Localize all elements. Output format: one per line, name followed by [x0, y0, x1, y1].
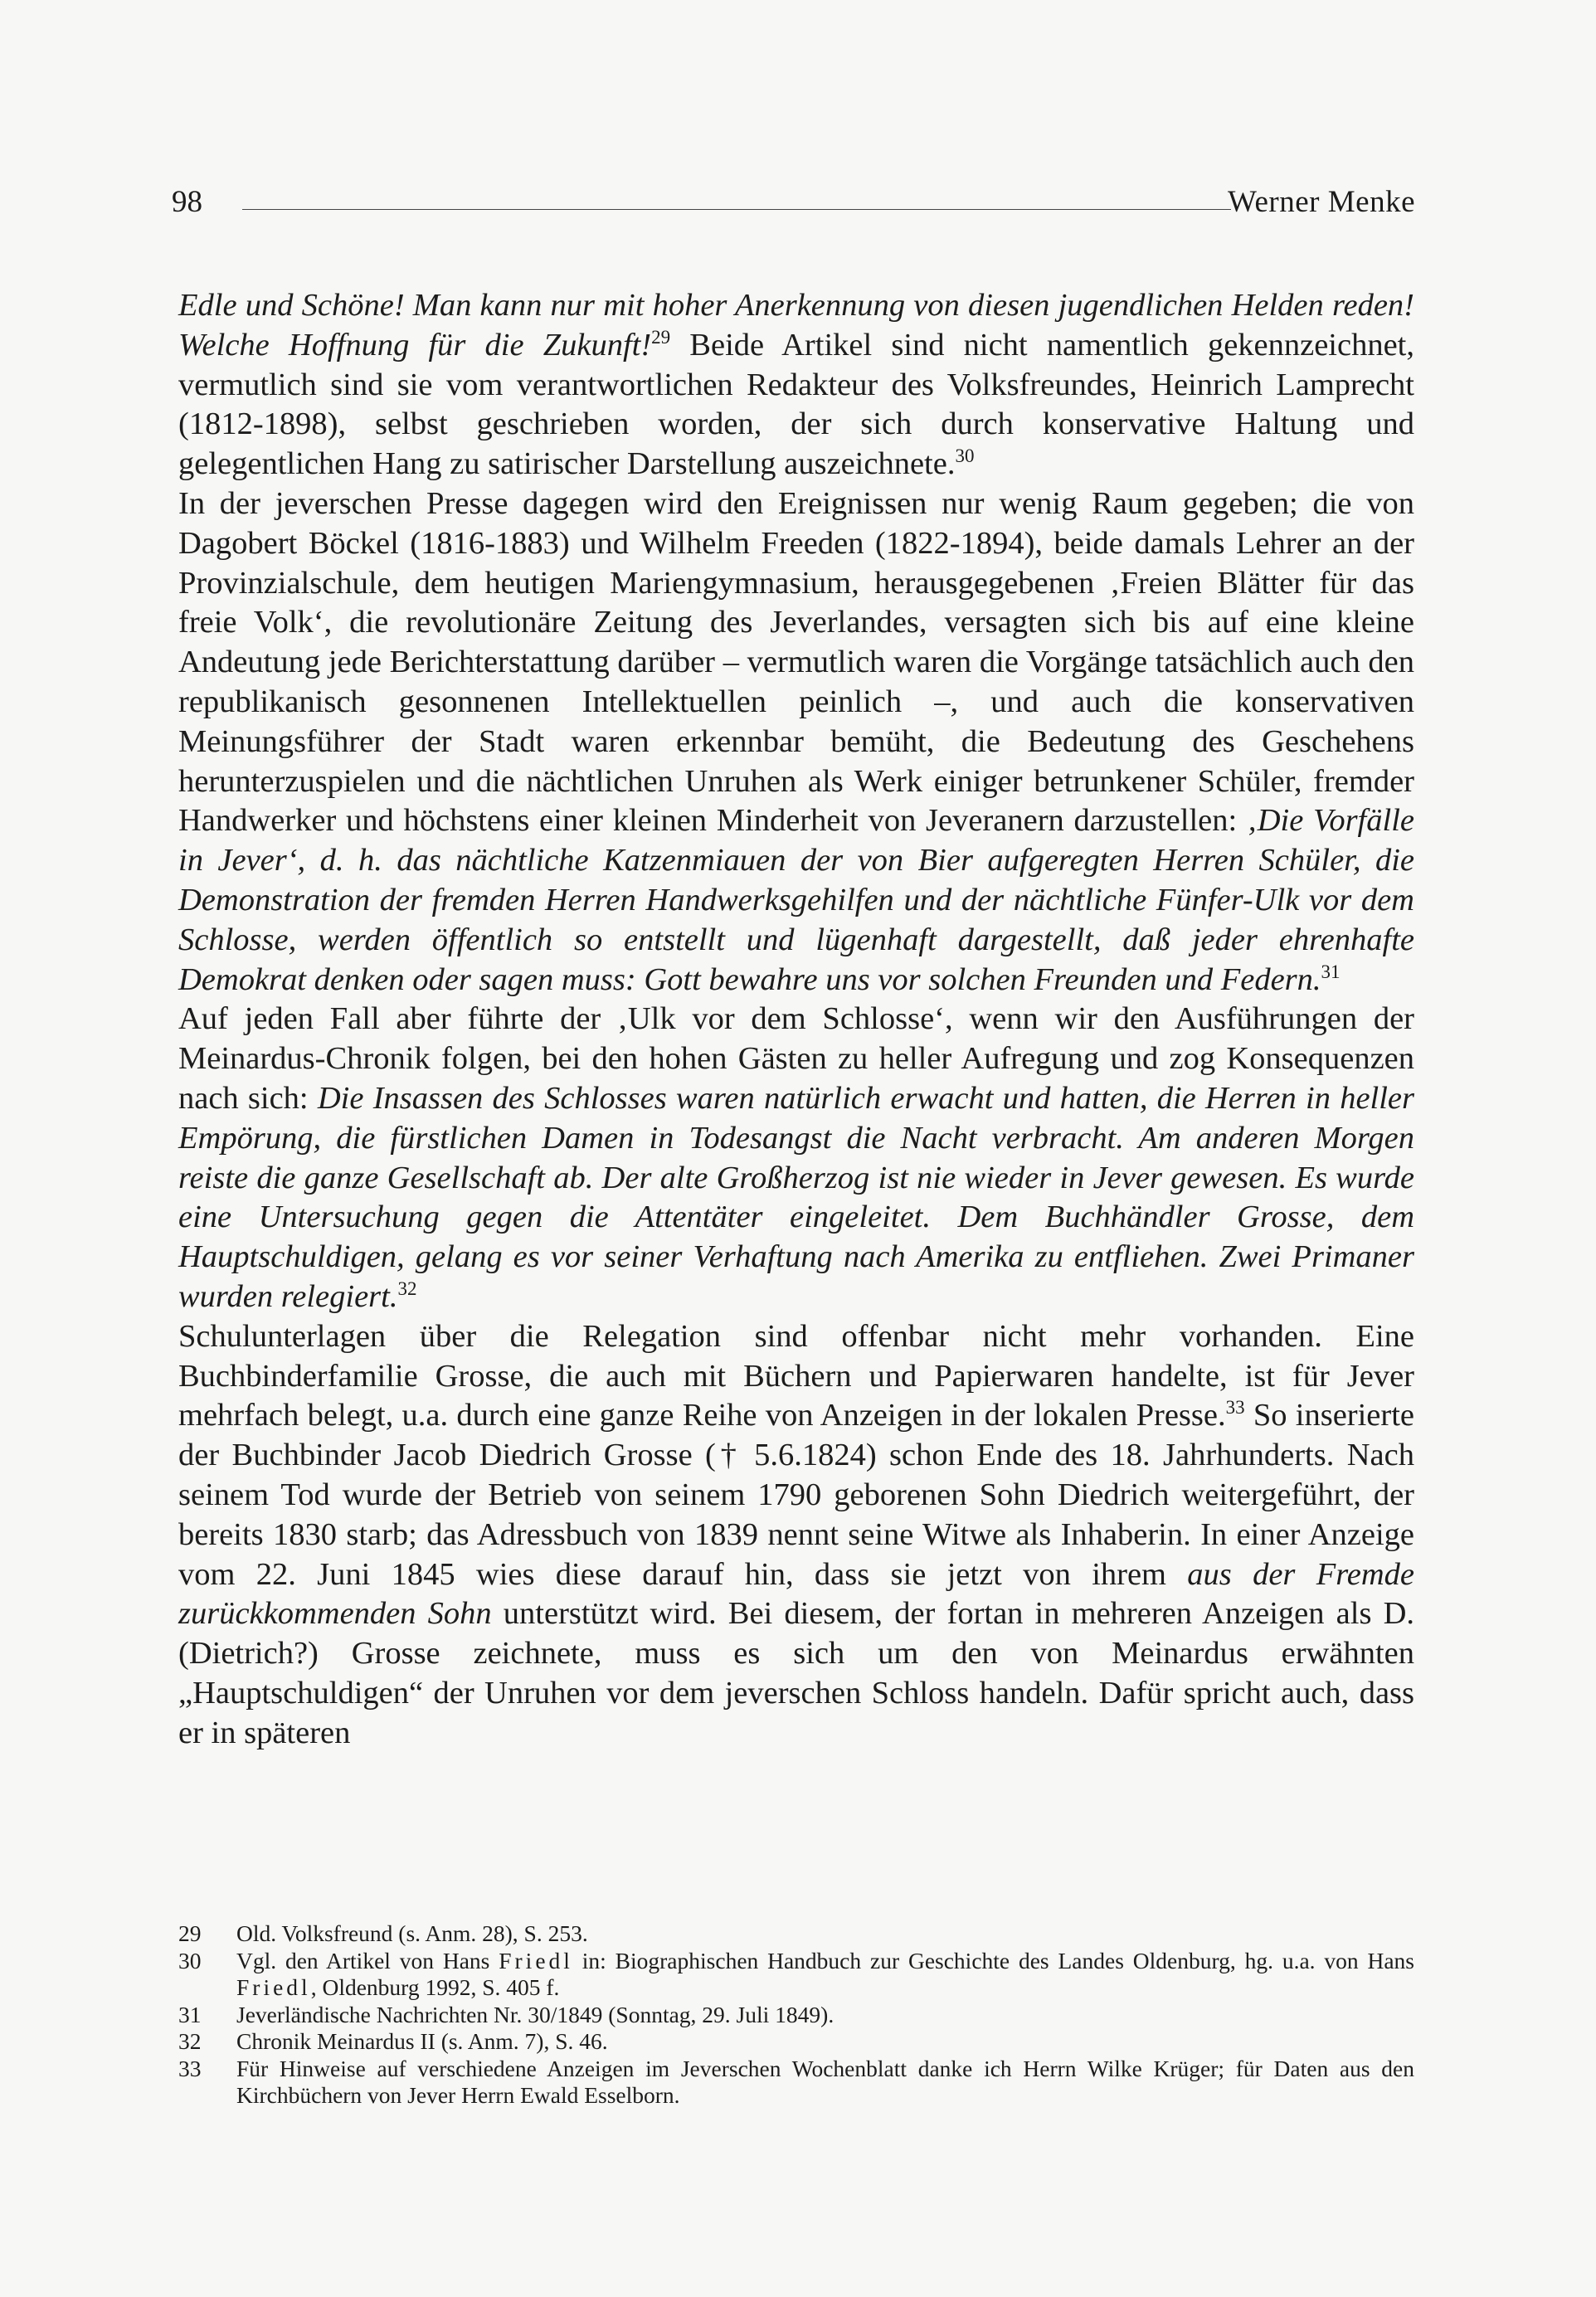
text-run: Vgl. den Artikel von Hans — [236, 1947, 499, 1973]
text-run: unterstützt wird. Bei diesem, der fortan in mehreren Anzeigen als D. (Dietrich?) Grosse zeichnete, muss es sich um den von Meinardus erwähnten „Hauptschuldigen“ der Unruhen vor dem jeverschen Schloss handeln. Dafür spricht auch, dass er in späteren — [178, 1596, 1414, 1750]
paragraph — [178, 1317, 1414, 1754]
footnote-text — [236, 2002, 1414, 2029]
footnote-reference: 33 — [1225, 1397, 1245, 1419]
text-run: Für Hinweise auf verschiedene Anzeigen im Jeverschen Wochenblatt danke ich Herrn Wilke Krüger; für Daten aus den Kirchbüchern von Jever Herrn Ewald Esselborn. — [236, 2055, 1414, 2108]
spaced-name: Friedl — [499, 1947, 573, 1973]
text-run: in: Biographischen Handbuch zur Geschichte des Landes Oldenburg, hg. u.a. von Hans — [572, 1947, 1414, 1973]
text-run: Chronik Meinardus II (s. Anm. 7), S. 46. — [236, 2028, 608, 2054]
header-rule — [242, 209, 1231, 210]
footnote — [178, 2002, 1414, 2029]
page-header — [172, 184, 1415, 234]
footnote-text — [236, 2028, 1414, 2056]
body-text — [178, 286, 1414, 1753]
footnote-number: 32 — [178, 2028, 202, 2054]
footnote — [178, 2028, 1414, 2056]
text-run: In der jeverschen Presse dagegen wird den Ereignissen nur wenig Raum gegeben; die von Dagobert Böckel (1816-1883) und Wilhelm Freeden (1822-1894), beide damals Lehrer an der Provinzialschule, dem heutigen Mariengymnasium, herausgegebenen ‚Freien Blätter für das freie Volk‘, die revolutionäre Zeitung des Jeverlandes, versagten sich bis auf eine kleine Andeutung jede Berichterstattung darüber – vermutlich waren die Vorgänge tatsächlich auch den republikanisch gesonnenen Intellektuellen peinlich –, und auch die konservativen Meinungsführer der Stadt waren erkennbar bemüht, die Bedeutung des Geschehens herunterzuspielen und die nächtlichen Unruhen als Werk einiger betrunkener Schüler, fremder Handwerker und höchstens einer kleinen Minderheit von Jeveranern darzustellen: — [178, 485, 1414, 839]
footnote-number: 30 — [178, 1947, 202, 1973]
footnote — [178, 1948, 1414, 2002]
text-run: So inserierte der Buchbinder Jacob Diedrich Grosse († 5.6.1824) schon Ende des 18. Jahrhunderts. Nach seinem Tod wurde der Betrieb von seinem 1790 geborenen Sohn Diedrich weitergeführt, der bereits 1830 starb; das Adressbuch von 1839 nennt seine Witwe als Inhaberin. In einer Anzeige vom 22. Juni 1845 wies diese darauf hin, dass sie jetzt von ihrem — [178, 1398, 1414, 1592]
text-run: , Oldenburg 1992, S. 405 f. — [310, 1974, 560, 2000]
italic-quote: ‚Die Vorfälle in Jever‘, d. h. das nächtliche Katzenmiauen der von Bier aufgeregten Herren Schüler, die Demonstration der fremden Herren Handwerksgehilfen und der nächtliche Fünfer-Ulk vor dem Schlosse, werden öffentlich so entstellt und lügenhaft dargestellt, daß jeder ehrenhafte Demokrat denken oder sagen muss: Gott bewahre uns vor solchen Freunden und Federn. — [178, 803, 1414, 997]
footnote-number: 29 — [178, 1920, 202, 1946]
italic-quote: Die Insassen des Schlosses waren natürlich erwacht und hatten, die Herren in heller Empörung, die fürstlichen Damen in Todesangst die Nacht verbracht. Am anderen Morgen reiste die ganze Gesellschaft ab. Der alte Großherzog ist nie wieder in Jever gewesen. Es wurde eine Untersuchung gegen die Attentäter eingeleitet. Dem Buchhändler Grosse, dem Hauptschuldigen, gelang es vor seiner Verhaftung nach Amerika zu entfliehen. Zwei Primaner wurden relegiert. — [178, 1080, 1414, 1314]
page-number: 98 — [172, 185, 202, 219]
text-run: Auf jeden Fall aber führte der ‚Ulk vor dem Schlosse‘, wenn wir den Ausführungen der Meinardus-Chronik folgen, bei den hohen Gästen zu heller Aufregung und zog Konsequenzen nach sich: — [178, 1001, 1414, 1116]
footnote-number: 33 — [178, 2055, 202, 2081]
text-run: Jeverländische Nachrichten Nr. 30/1849 (Sonntag, 29. Juli 1849). — [236, 2001, 834, 2027]
italic-quote: aus der Fremde zurückkommenden Sohn — [178, 1556, 1414, 1632]
footnote-reference: 29 — [651, 326, 671, 348]
footnote-reference: 31 — [1321, 961, 1341, 982]
paragraph — [178, 286, 1414, 484]
italic-quote: Edle und Schöne! Man kann nur mit hoher Anerkennung von diesen jugendlichen Helden reden! Welche Hoffnung für die Zukunft! — [178, 288, 1414, 363]
paragraph — [178, 1000, 1414, 1316]
footnote-number: 31 — [178, 2001, 202, 2027]
spaced-name: Friedl — [236, 1974, 311, 2000]
footnotes — [178, 1920, 1414, 2110]
text-run: Beide Artikel sind nicht namentlich gekennzeichnet, vermutlich sind sie vom verantwortlichen Redakteur des Volksfreundes, Heinrich Lamprecht (1812-1898), selbst geschrieben worden, der sich durch konservative Haltung und gelegentlichen Hang zu satirischer Darstellung auszeichnete. — [178, 327, 1414, 482]
paragraph — [178, 484, 1414, 1000]
footnote-reference: 30 — [955, 445, 975, 467]
footnote-text — [236, 2056, 1414, 2110]
text-run: Old. Volksfreund (s. Anm. 28), S. 253. — [236, 1920, 588, 1946]
footnote — [178, 1920, 1414, 1948]
footnote-text — [236, 1948, 1414, 2002]
footnote-reference: 32 — [397, 1278, 417, 1300]
footnote — [178, 2056, 1414, 2110]
running-head-author: Werner Menke — [1228, 185, 1415, 219]
footnote-text — [236, 1920, 1414, 1948]
text-run: Schulunterlagen über die Relegation sind offenbar nicht mehr vorhanden. Eine Buchbinderfamilie Grosse, die auch mit Büchern und Papierwaren handelte, ist für Jever mehrfach belegt, u.a. durch eine ganze Reihe von Anzeigen in der lokalen Presse. — [178, 1318, 1414, 1433]
